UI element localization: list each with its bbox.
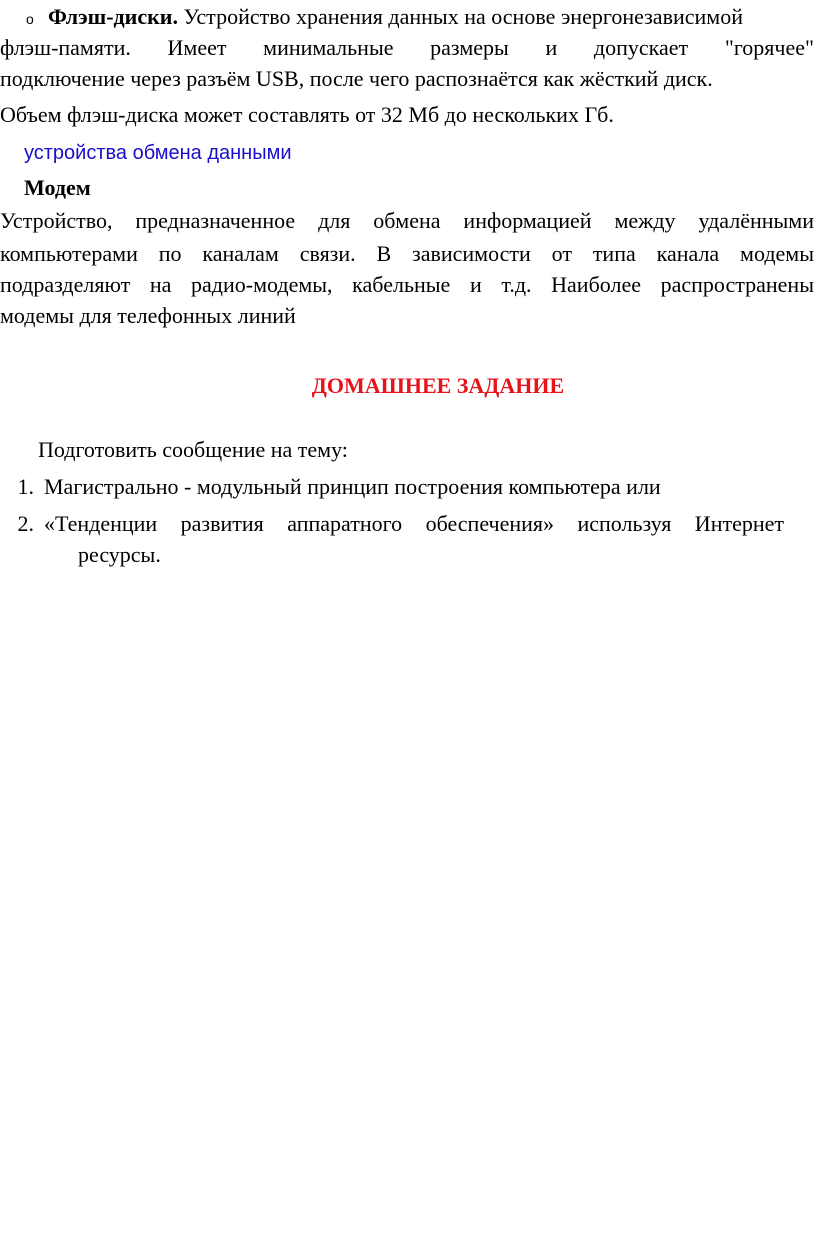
homework-intro (38, 435, 816, 465)
modem-line-3: подразделяют на радио-модемы, кабельные и т.д. Наиболее распространены (0, 272, 814, 297)
list-number: 2. (17, 511, 34, 536)
flash-paragraph-line-3 (0, 64, 814, 94)
homework-item-2-continuation (78, 540, 816, 570)
flash-line-3: подключение через разъём USB, после чего распознаётся как жёсткий диск. (0, 66, 713, 91)
flash-line-2: флэш-памяти. Имеет минимальные размеры и допускает "горячее" (0, 35, 814, 60)
flash-term: Флэш-диски. (48, 4, 178, 29)
list-item-text: Магистрально - модульный принцип построения компьютера или (44, 474, 661, 499)
modem-paragraph-line-3 (0, 270, 814, 300)
homework-item-2 (0, 509, 814, 539)
modem-paragraph-line-2 (0, 239, 814, 269)
modem-heading-text: Модем (24, 175, 91, 200)
flash-capacity-text: Объем флэш-диска может составлять от 32 Мб до нескольких Гб. (0, 102, 614, 127)
list-item-text-continuation: ресурсы. (78, 542, 161, 567)
modem-line-2: компьютерами по каналам связи. В зависимости от типа канала модемы (0, 241, 814, 266)
modem-line-4: модемы для телефонных линий (0, 303, 296, 328)
flash-paragraph-line-1 (24, 2, 814, 34)
link-line[interactable] (24, 137, 816, 168)
modem-heading (24, 173, 816, 203)
bullet-icon: o (26, 11, 34, 27)
homework-title (0, 371, 816, 401)
modem-paragraph-line-1 (0, 206, 814, 236)
flash-paragraph-line-2 (0, 33, 814, 63)
homework-intro-text: Подготовить сообщение на тему: (38, 437, 348, 462)
list-number: 1. (17, 474, 34, 499)
exchange-devices-link[interactable]: устройства обмена данными (24, 142, 292, 164)
modem-paragraph-line-4 (0, 301, 814, 331)
flash-line-1: Устройство хранения данных на основе энергонезависимой (183, 4, 743, 29)
flash-capacity (0, 100, 814, 130)
modem-line-1: Устройство, предназначенное для обмена информацией между удалёнными (0, 208, 814, 233)
homework-title-text: ДОМАШНЕЕ ЗАДАНИЕ (311, 373, 565, 398)
homework-item-1 (0, 472, 814, 502)
list-item-text: «Тенденции развития аппаратного обеспечения» используя Интернет (44, 511, 784, 536)
